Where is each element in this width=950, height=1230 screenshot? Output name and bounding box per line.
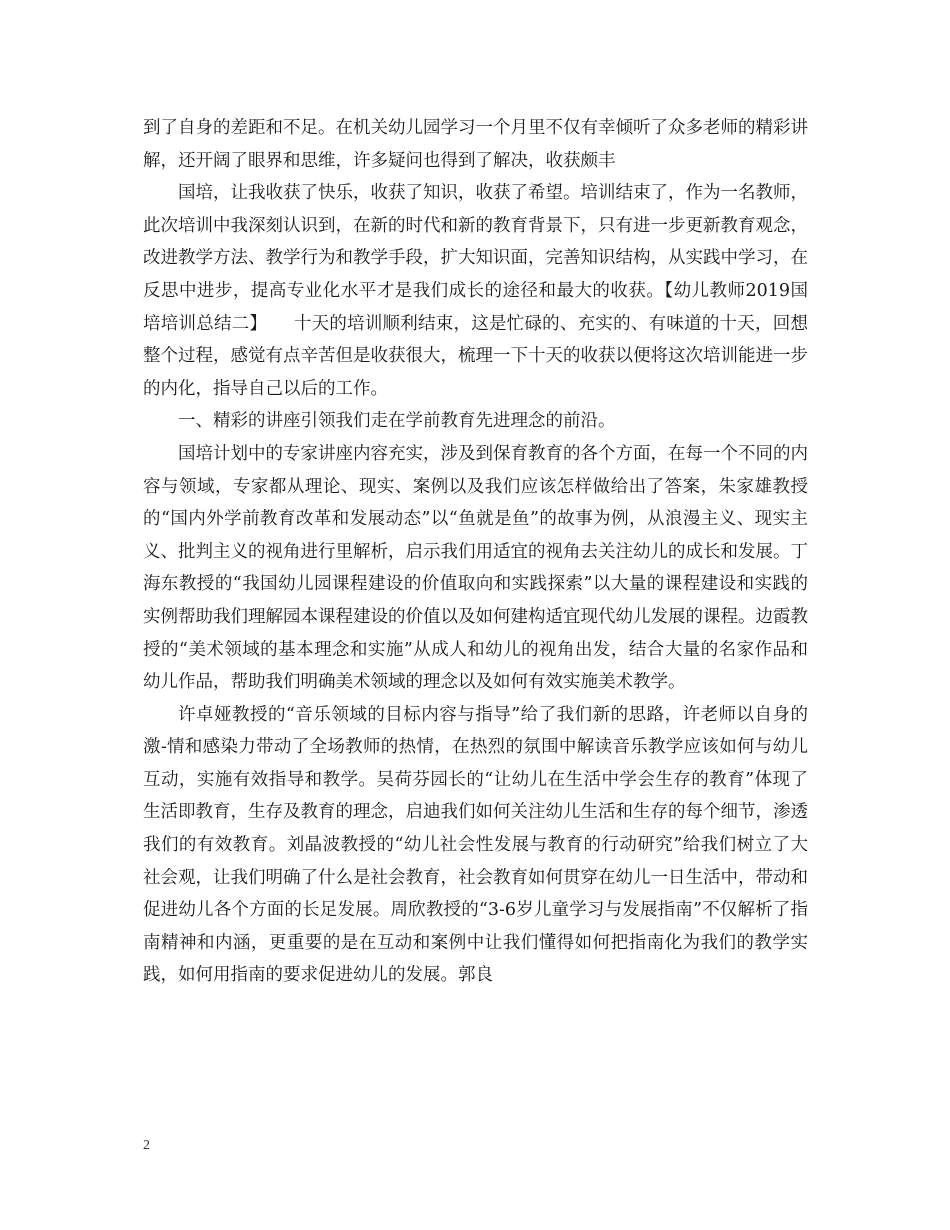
paragraph-4: 许卓娅教授的“音乐领域的目标内容与指导”给了我们新的思路，许老师以自身的激-情和感染力带动了全场教师的热情，在热烈的氛围中解读音乐教学应该如何与幼儿互动，实施有效指导和教学。吴荷芬园长的“让幼儿在生活中学会生存的教育”体现了生活即教育，生存及教育的理念，启迪我们如何关注幼儿生活和生存的每个细节，渗透我们的有效教育。刘晶波教授的“幼儿社会性发展与教育的行动研究”给我们树立了大社会观，让我们明确了什么是社会教育，社会教育如何贯穿在幼儿一日生活中，带动和促进幼儿各个方面的长足发展。周欣教授的“3-6岁儿童学习与发展指南”不仅解析了指南精神和内涵，更重要的是在互动和案例中让我们懂得如何把指南化为我们的教学实践，如何用指南的要求促进幼儿的发展。郭良 <box>143 704 808 986</box>
page-number: 2 <box>143 1138 150 1153</box>
paragraph-1: 到了自身的差距和不足。在机关幼儿园学习一个月里不仅有幸倾听了众多老师的精彩讲解，还开阔了眼界和思维，许多疑问也得到了解决，收获颇丰 <box>143 118 808 171</box>
paragraph-2: 国培，让我收获了快乐，收获了知识，收获了希望。培训结束了，作为一名教师，此次培训中我深刻认识到，在新的时代和新的教育背景下，只有进一步更新教育观念，改进教学方法、教学行为和教学手段，扩大知识面，完善知识结构，从实践中学习，在反思中进步，提高专业化水平才是我们成长的途径和最大的收获。【幼儿教师2019国培培训总结二】 十天的培训顺利结束，这是忙碌的、充实的、有味道的十天，回想整个过程，感觉有点辛苦但是收获很大，梳理一下十天的收获以便将这次培训能进一步的内化，指导自己以后的工作。 <box>143 183 808 399</box>
paragraph-3: 国培计划中的专家讲座内容充实，涉及到保育教育的各个方面，在每一个不同的内容与领域，专家都从理论、现实、案例以及我们应该怎样做给出了答案，朱家雄教授的“国内外学前教育改革和发展动态”以“鱼就是鱼”的故事为例，从浪漫主义、现实主义、批判主义的视角进行里解析，启示我们用适宜的视角去关注幼儿的成长和发展。丁海东教授的“我国幼儿园课程建设的价值取向和实践探索”以大量的课程建设和实践的实例帮助我们理解园本课程建设的价值以及如何建构适宜现代幼儿发展的课程。边霞教授的“美术领域的基本理念和实施”从成人和幼儿的视角出发，结合大量的名家作品和幼儿作品，帮助我们明确美术领域的理念以及如何有效实施美术教学。 <box>143 443 808 693</box>
section-heading-1: 一、精彩的讲座引领我们走在学前教育先进理念的前沿。 <box>178 411 616 432</box>
document-body <box>143 112 808 992</box>
